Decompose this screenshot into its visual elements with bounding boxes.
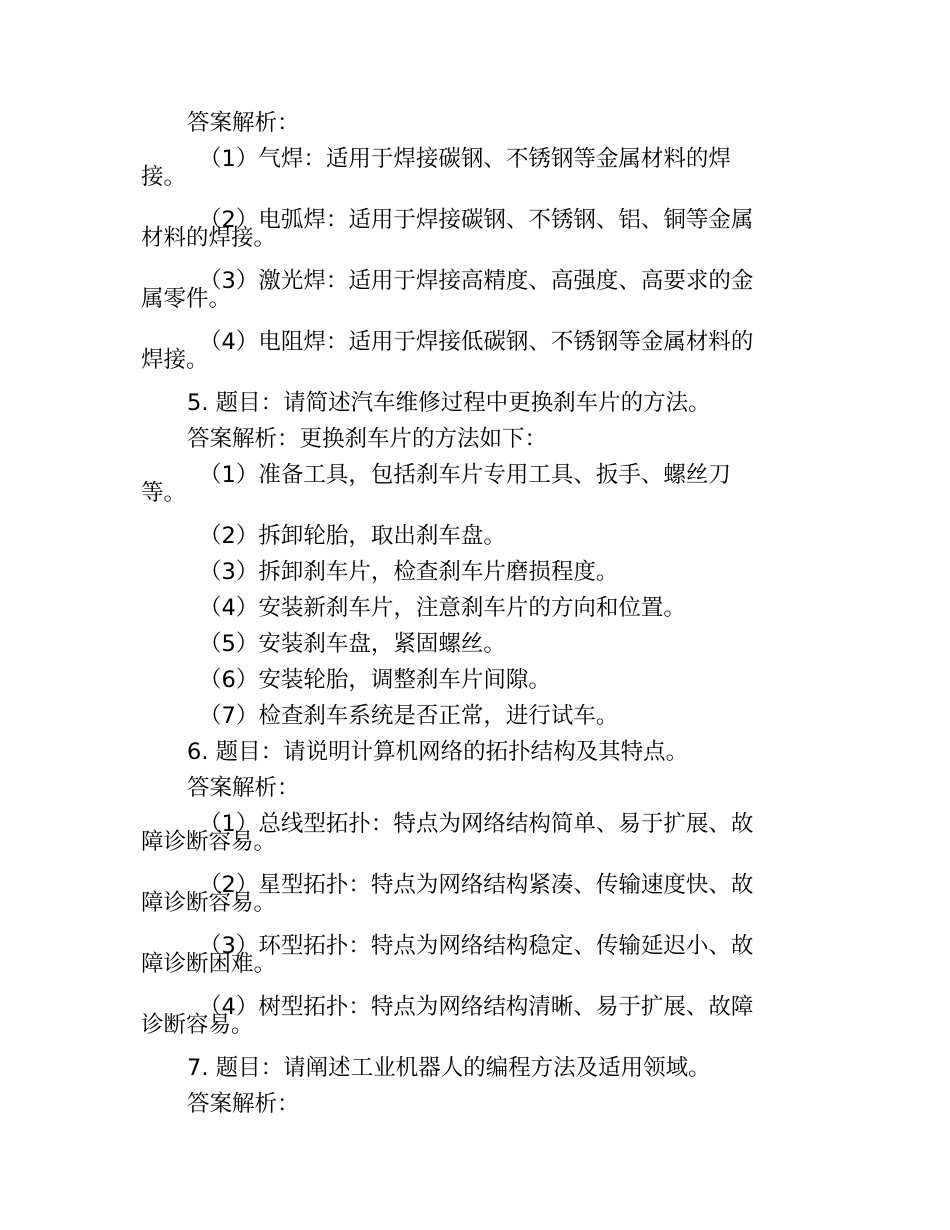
step-item: （4）安装新刹车片，注意刹车片的方向和位置。: [199, 595, 686, 621]
step-item: （3）拆卸刹车片，检查刹车片磨损程度。: [199, 559, 619, 585]
paragraph-line: （3）环型拓扑：特点为网络结构稳定、传输延迟小、故: [199, 933, 754, 959]
paragraph-line: （4）树型拓扑：特点为网络结构清晰、易于扩展、故障: [199, 994, 754, 1020]
paragraph-continuation: 等。: [141, 480, 187, 506]
question-6-title: 6. 题目：请说明计算机网络的拓扑结构及其特点。: [187, 739, 689, 765]
question-5-title: 5. 题目：请简述汽车维修过程中更换刹车片的方法。: [187, 390, 711, 416]
paragraph-continuation: 障诊断容易。: [141, 890, 277, 916]
paragraph-star-topology: [141, 867, 801, 928]
paragraph-line: （3）激光焊：适用于焊接高精度、高强度、高要求的金: [199, 268, 754, 294]
paragraph-line: （1）气焊：适用于焊接碳钢、不锈钢等金属材料的焊: [199, 146, 731, 172]
answer-heading: 答案解析：: [187, 775, 300, 801]
answer-heading: 答案解析：更换刹车片的方法如下：: [187, 426, 548, 452]
step-item: （5）安装刹车盘，紧固螺丝。: [199, 631, 506, 657]
paragraph-laser-welding: [141, 263, 801, 324]
paragraph-continuation: 诊断容易。: [141, 1012, 254, 1038]
paragraph-line: （1）准备工具，包括刹车片专用工具、扳手、螺丝刀: [199, 462, 731, 488]
answer-heading: 答案解析：: [187, 1091, 300, 1117]
paragraph-tree-topology: [141, 989, 801, 1050]
paragraph-continuation: 障诊断容易。: [141, 829, 277, 855]
question-7-title: 7. 题目：请阐述工业机器人的编程方法及适用领域。: [187, 1055, 711, 1081]
paragraph-line: （2）电弧焊：适用于焊接碳钢、不锈钢、铝、铜等金属: [199, 207, 754, 233]
paragraph-continuation: 材料的焊接。: [141, 225, 277, 251]
paragraph-resistance-welding: [141, 324, 801, 385]
paragraph-line: （4）电阻焊：适用于焊接低碳钢、不锈钢等金属材料的: [199, 329, 754, 355]
step-item: （7）检查刹车系统是否正常，进行试车。: [199, 703, 619, 729]
paragraph-ring-topology: [141, 928, 801, 989]
paragraph-line: （1）总线型拓扑：特点为网络结构简单、易于扩展、故: [199, 811, 754, 837]
paragraph-continuation: 障诊断困难。: [141, 951, 277, 977]
paragraph-continuation: 属零件。: [141, 286, 232, 312]
document-body: [141, 105, 801, 1122]
step-prepare-tools: [141, 457, 801, 518]
paragraph-arc-welding: [141, 202, 801, 263]
step-item: （6）安装轮胎，调整刹车片间隙。: [199, 667, 551, 693]
step-item: （2）拆卸轮胎，取出刹车盘。: [199, 523, 506, 549]
paragraph-continuation: 接。: [141, 164, 187, 190]
paragraph-bus-topology: [141, 806, 801, 867]
paragraph-gas-welding: [141, 141, 801, 202]
paragraph-line: （2）星型拓扑：特点为网络结构紧凑、传输速度快、故: [199, 872, 754, 898]
answer-heading: 答案解析：: [187, 110, 300, 136]
paragraph-continuation: 焊接。: [141, 347, 209, 373]
